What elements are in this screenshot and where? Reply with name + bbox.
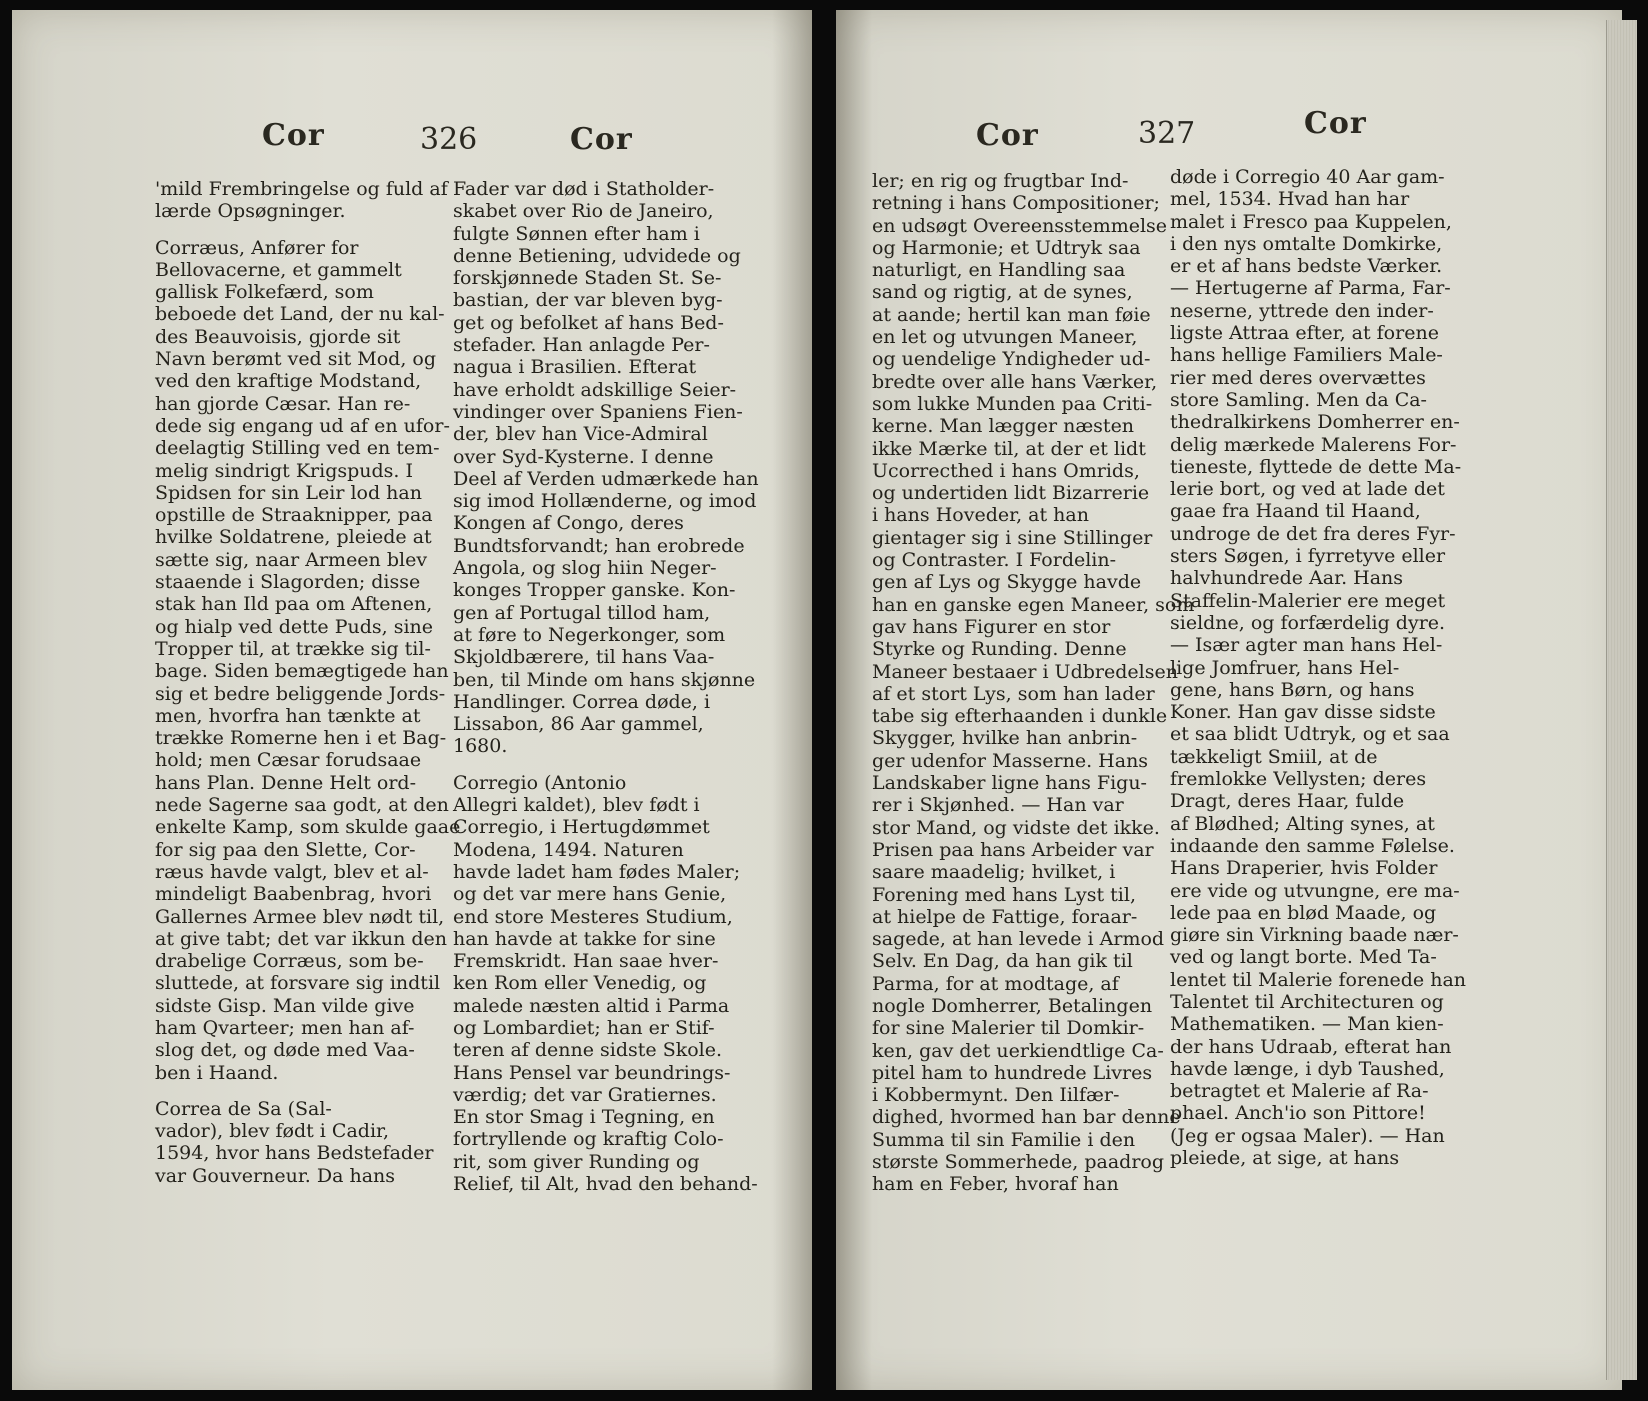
text-line: hvilke Soldatrene, pleiede at (155, 526, 432, 549)
text-line: — Især agter man hans Hel- (1170, 634, 1443, 657)
text-line: Hans Draperier, hvis Folder (1170, 857, 1438, 880)
text-line: ham en Feber, hvoraf han (872, 1173, 1119, 1196)
text-line: teren af denne sidste Skole. (453, 1039, 723, 1062)
text-line: dighed, hvormed han bar denne (872, 1106, 1181, 1129)
text-line: hans Plan. Denne Helt ord- (155, 771, 416, 794)
text-line: giøre sin Virkning baade nær- (1170, 924, 1459, 947)
left-page-number: 326 (420, 122, 478, 157)
text-line: i Kobbermynt. Den Iilfær- (872, 1084, 1120, 1107)
text-line: at hielpe de Fattige, foraar- (872, 905, 1138, 928)
text-line: 'mild Frembringelse og fuld af (155, 178, 448, 200)
text-line: Bellovacerne, et gammelt (155, 258, 402, 281)
text-line: lede paa en blød Maade, og (1170, 901, 1437, 924)
text-line: ligste Attraa efter, at forene (1170, 322, 1439, 345)
text-line: bastian, der var bleven byg- (453, 289, 723, 312)
text-line: tieneste, flyttede de dette Ma- (1170, 455, 1462, 478)
text-line: have erholdt adskillige Seier- (453, 378, 737, 401)
text-line: ger udenfor Masserne. Hans (872, 749, 1149, 772)
text-line: Prisen paa hans Arbeider var (872, 838, 1154, 861)
text-line: sand og rigtig, at de synes, (872, 281, 1133, 304)
text-line: ham Qvarteer; men han af- (155, 1016, 415, 1039)
text-line: skabet over Rio de Janeiro, (453, 200, 714, 223)
text-line: ved den kraftige Modstand, (155, 370, 422, 393)
text-line: Relief, til Alt, hvad den behand- (453, 1173, 758, 1196)
text-line: lerie bort, og ved at lade det (1170, 478, 1445, 501)
text-line: Fremskridt. Han saae hver- (453, 950, 719, 973)
page-edges (1606, 20, 1637, 1380)
text-line: Parma, for at modtage, af (872, 972, 1119, 995)
text-line: Hans Pensel var beundrings- (453, 1061, 731, 1084)
text-line: mel, 1534. Hvad han har (1170, 188, 1410, 211)
text-line: og Harmonie; et Udtryk saa (872, 236, 1141, 259)
text-line: malet i Fresco paa Kuppelen, (1170, 210, 1452, 233)
text-line: forskjønnede Staden St. Se- (453, 267, 722, 290)
text-line: Angola, og slog hiin Neger- (453, 557, 717, 580)
text-line: konges Tropper ganske. Kon- (453, 579, 736, 602)
text-line: Summa til sin Familie i den (872, 1128, 1136, 1151)
text-line: af et stort Lys, som han lader (872, 682, 1155, 705)
text-line: retning i hans Compositioner; (872, 192, 1160, 215)
text-line: en udsøgt Overeensstemmelse (872, 214, 1168, 237)
text-line: enkelte Kamp, som skulde gaae (155, 816, 461, 839)
text-line: ikke Mærke til, at der et lidt (872, 437, 1146, 460)
text-line: ken Rom eller Venedig, og (453, 972, 707, 995)
text-line: Landskaber ligne hans Figu- (872, 772, 1147, 795)
text-line: naturligt, en Handling saa (872, 259, 1126, 282)
text-line: denne Betiening, udvidede og (453, 244, 741, 267)
text-line: ken, gav det uerkiendtlige Ca- (872, 1039, 1164, 1062)
text-line: Maneer bestaaer i Udbredelsen (872, 660, 1178, 683)
text-line: delig mærkede Malerens For- (1170, 433, 1457, 456)
text-line: ler; en rig og frugtbar Ind- (872, 170, 1129, 192)
text-line: sætte sig, naar Armeen blev (155, 548, 428, 571)
text-line: fremlokke Vellysten; deres (1170, 768, 1427, 791)
text-line: over Syd-Kysterne. I denne (453, 445, 714, 468)
text-line: nagua i Brasilien. Efterat (453, 356, 697, 379)
text-line: (Jeg er ogsaa Maler). — Han (1170, 1124, 1445, 1147)
text-line: Fader var død i Statholder- (453, 178, 715, 200)
text-line: mindeligt Baabenbrag, hvori (155, 883, 432, 906)
text-line: Correa de Sa (Sal- (155, 1097, 332, 1120)
text-line: Corræus, Anfører for (155, 236, 359, 259)
text-line: stak han Ild paa om Aftenen, (155, 593, 433, 616)
left-column-2 (453, 178, 759, 1196)
text-line: vador), blev født i Cadir, (155, 1120, 390, 1143)
text-line: phael. Anch'io son Pittore! (1170, 1102, 1426, 1125)
text-line: stor Mand, og vidste det ikke. (872, 816, 1160, 839)
text-line: havde længe, i dyb Taushed, (1170, 1057, 1445, 1080)
text-line: og Contraster. I Fordelin- (872, 549, 1117, 572)
text-line: tabe sig efterhaanden i dunkle (872, 705, 1168, 728)
paragraph-gap (155, 1084, 445, 1098)
text-line: største Sommerhede, paadrog (872, 1151, 1165, 1174)
text-line: Koner. Han gav disse sidste (1170, 701, 1436, 724)
text-line: gen af Lys og Skygge havde (872, 571, 1142, 594)
text-line: men, hvorfra han tænkte at (155, 704, 421, 727)
text-line: saare maadelig; hvilket, i (872, 861, 1116, 884)
text-line: sagede, at han levede i Armod (872, 928, 1165, 951)
text-line: var Gouverneur. Da hans (155, 1164, 396, 1187)
text-line: Talentet til Architecturen og (1170, 990, 1444, 1013)
text-line: fulgte Sønnen efter ham i (453, 222, 700, 245)
text-line: havde ladet ham fødes Maler; (453, 860, 741, 883)
text-line: lærde Opsøgninger. (155, 200, 346, 223)
text-line: trække Romerne hen i et Bag- (155, 727, 447, 750)
gutter-shadow (836, 10, 872, 1390)
text-line: gallisk Folkefærd, som (155, 281, 374, 304)
gutter-shadow (772, 10, 812, 1390)
text-line: gaae fra Haand til Haand, (1170, 500, 1421, 523)
text-line: dede sig engang ud af en ufor- (155, 414, 450, 437)
text-line: gen af Portugal tillod ham, (453, 601, 711, 624)
text-line: betragtet et Malerie af Ra- (1170, 1080, 1429, 1103)
text-line: Modena, 1494. Naturen (453, 838, 684, 861)
text-line: at aande; hertil kan man føie (872, 303, 1151, 326)
text-line: en let og utvungen Maneer, (872, 326, 1138, 349)
text-line: sters Søgen, i fyrretyve eller (1170, 545, 1446, 568)
text-line: sig et bedre beliggende Jords- (155, 682, 446, 705)
right-header-word-left: Cor (976, 118, 1039, 153)
text-line: opstille de Straaknipper, paa (155, 504, 433, 527)
text-line: Tropper til, at trække sig til- (155, 637, 431, 660)
text-line: sig imod Hollænderne, og imod (453, 490, 757, 513)
text-line: kerne. Man lægger næsten (872, 415, 1135, 438)
text-line: Gallernes Armee blev nødt til, (155, 905, 445, 928)
text-line: — Hertugerne af Parma, Far- (1170, 277, 1451, 300)
text-line: sluttede, at forsvare sig indtil (155, 972, 441, 995)
right-page-number: 327 (1138, 116, 1196, 151)
text-line: vindinger over Spaniens Fien- (453, 400, 743, 423)
text-line: Ucorrecthed i hans Omrids, (872, 459, 1140, 482)
text-line: Navn berømt ved sit Mod, og (155, 348, 437, 371)
text-line: Mathematiken. — Man kien- (1170, 1013, 1444, 1036)
text-line: 1594, hvor hans Bedstefader (155, 1142, 434, 1165)
text-line: er et af hans bedste Værker. (1170, 255, 1443, 278)
paragraph-gap (453, 758, 743, 772)
text-line: ben, til Minde om hans skjønne (453, 668, 756, 691)
text-line: og uendelige Yndigheder ud- (872, 348, 1151, 371)
text-line: hans hellige Familiers Male- (1170, 344, 1443, 367)
text-line: pitel ham to hundrede Livres (872, 1061, 1153, 1084)
text-line: der hans Udraab, efterat han (1170, 1035, 1452, 1058)
text-line: ræus havde valgt, blev et al- (155, 860, 429, 883)
text-line: drabelige Corræus, som be- (155, 950, 424, 973)
text-line: Handlinger. Correa døde, i (453, 690, 711, 713)
text-line: halvhundrede Aar. Hans (1170, 567, 1404, 590)
text-line: bredte over alle hans Værker, (872, 370, 1158, 393)
left-column-1 (155, 178, 461, 1187)
text-line: undroge de det fra deres Fyr- (1170, 522, 1456, 545)
text-line: et saa blidt Udtryk, og et saa (1170, 723, 1450, 746)
text-line: staaende i Slagorden; disse (155, 571, 421, 594)
text-line: hold; men Cæsar forudsaae (155, 749, 422, 772)
text-line: for sine Malerier til Domkir- (872, 1017, 1145, 1040)
left-header-word-right: Cor (570, 122, 633, 157)
text-line: og undertiden lidt Bizarrerie (872, 482, 1150, 505)
text-line: beboede det Land, der nu kal- (155, 303, 445, 326)
text-line: rit, som giver Runding og (453, 1150, 700, 1173)
text-line: lentet til Malerie forenede han (1170, 968, 1467, 991)
text-line: neserne, yttrede den inder- (1170, 299, 1434, 322)
text-line: ben i Haand. (155, 1061, 279, 1084)
text-line: malede næsten altid i Parma (453, 994, 730, 1017)
text-line: pleiede, at sige, at hans (1170, 1147, 1400, 1170)
text-line: Selv. En Dag, da han gik til (872, 950, 1133, 973)
text-line: ere vide og utvungne, ere ma- (1170, 879, 1460, 902)
text-line: Spidsen for sin Leir lod han (155, 481, 422, 504)
text-line: han havde at takke for sine (453, 927, 716, 950)
text-line: rer i Skjønhed. — Han var (872, 794, 1124, 817)
text-line: gientager sig i sine Stillinger (872, 526, 1153, 549)
text-line: døde i Corregio 40 Aar gam- (1170, 166, 1445, 188)
text-line: Bundtsforvandt; han erobrede (453, 534, 745, 557)
left-page (12, 10, 812, 1390)
text-line: lige Jomfruer, hans Hel- (1170, 656, 1400, 679)
text-line: Corregio (Antonio (453, 771, 627, 794)
text-line: Corregio, i Hertugdømmet (453, 816, 710, 839)
text-line: han en ganske egen Maneer, som (872, 593, 1195, 616)
text-line: Deel af Verden udmærkede han (453, 467, 759, 490)
text-line: stefader. Han anlagde Per- (453, 334, 710, 357)
text-line: store Samling. Men da Ca- (1170, 388, 1427, 411)
text-line: og Lombardiet; han er Stif- (453, 1016, 715, 1039)
text-line: Skjoldbærere, til hans Vaa- (453, 646, 715, 669)
text-line: get og befolket af hans Bed- (453, 311, 724, 334)
text-line: i hans Hoveder, at han (872, 504, 1089, 527)
text-line: fortryllende og kraftig Colo- (453, 1128, 724, 1151)
text-line: Kongen af Congo, deres (453, 512, 684, 535)
text-line: deelagtig Stilling ved en tem- (155, 437, 440, 460)
text-line: og det var mere hans Genie, (453, 883, 727, 906)
text-line: melig sindrigt Krigspuds. I (155, 459, 414, 482)
text-line: Dragt, deres Haar, fulde (1170, 790, 1405, 813)
right-column-1 (872, 170, 1195, 1196)
text-line: Styrke og Runding. Denne (872, 638, 1127, 661)
text-line: 1680. (453, 735, 508, 758)
text-line: sieldne, og forfærdelig dyre. (1170, 611, 1446, 634)
text-line: at give tabt; det var ikkun den (155, 927, 447, 950)
text-line: i den nys omtalte Domkirke, (1170, 232, 1443, 255)
text-line: En stor Smag i Tegning, en (453, 1106, 715, 1129)
text-line: nogle Domherrer, Betalingen (872, 994, 1153, 1017)
text-line: Lissabon, 86 Aar gammel, (453, 713, 704, 736)
text-line: og hialp ved dette Puds, sine (155, 615, 434, 638)
text-line: gav hans Figurer en stor (872, 615, 1111, 638)
text-line: for sig paa den Slette, Cor- (155, 838, 416, 861)
text-line: nede Sagerne saa godt, at den (155, 794, 449, 817)
text-line: end store Mesteres Studium, (453, 905, 733, 928)
text-line: Allegri kaldet), blev født i (453, 794, 700, 817)
text-line: slog det, og døde med Vaa- (155, 1039, 415, 1062)
text-line: værdig; det var Gratiernes. (453, 1083, 717, 1106)
text-line: der, blev han Vice-Admiral (453, 423, 708, 446)
text-line: at føre to Negerkonger, som (453, 623, 726, 646)
text-line: thedralkirkens Domherrer en- (1170, 411, 1460, 434)
text-line: indaande den samme Følelse. (1170, 834, 1455, 857)
right-column-2 (1170, 166, 1467, 1170)
text-line: som lukke Munden paa Criti- (872, 392, 1153, 415)
text-line: gene, hans Børn, og hans (1170, 678, 1415, 701)
left-header-word-left: Cor (262, 118, 325, 153)
right-page (836, 10, 1622, 1390)
text-line: bage. Siden bemægtigede han (155, 660, 449, 683)
text-line: han gjorde Cæsar. Han re- (155, 392, 411, 415)
text-line: tækkeligt Smiil, at de (1170, 745, 1378, 768)
text-line: Forening med hans Lyst til, (872, 883, 1136, 906)
text-line: af Blødhed; Alting synes, at (1170, 812, 1435, 835)
text-line: Skygger, hvilke han anbrin- (872, 727, 1138, 750)
text-line: sidste Gisp. Man vilde give (155, 994, 415, 1017)
paragraph-gap (155, 223, 445, 237)
right-header-word-right: Cor (1304, 106, 1367, 141)
text-line: rier med deres overvættes (1170, 366, 1426, 389)
text-line: des Beauvoisis, gjorde sit (155, 325, 401, 348)
text-line: Staffelin-Malerier ere meget (1170, 589, 1446, 612)
text-line: ved og langt borte. Med Ta- (1170, 946, 1437, 969)
